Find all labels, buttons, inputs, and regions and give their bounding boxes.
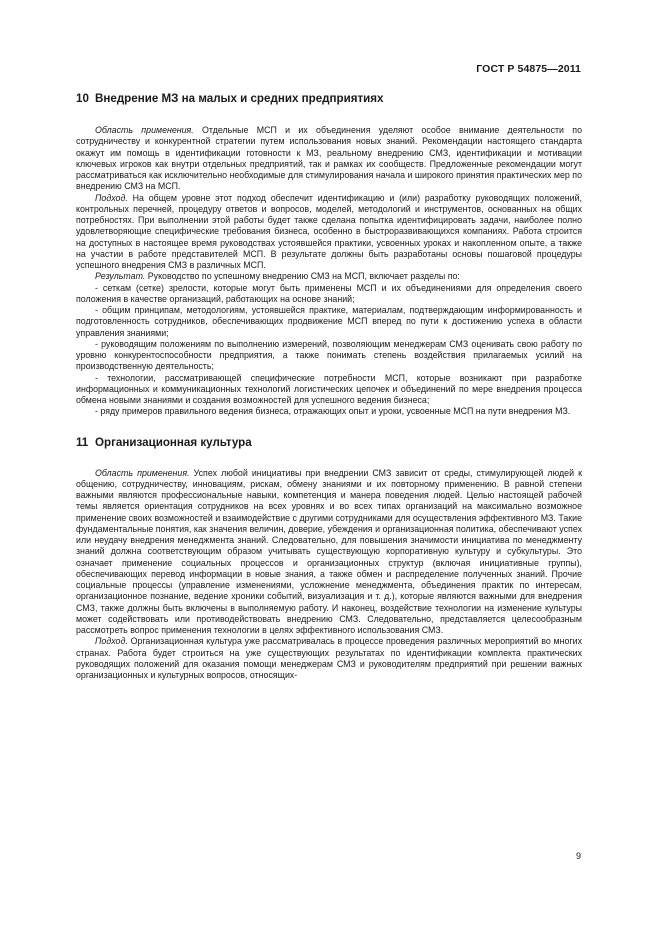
paragraph-text: - ряду примеров правильного ведения бизнеса, отражающих опыт и уроки, усвоенные МСП на пути внедрения МЗ. — [95, 406, 571, 417]
section-11-body — [76, 468, 582, 682]
section-10 — [76, 92, 582, 418]
paragraph-lead: Результат. — [95, 271, 146, 282]
section-10-heading — [76, 92, 582, 106]
paragraph — [76, 406, 582, 417]
paragraph-lead: Область применения. — [95, 125, 194, 135]
section-11-number: 11 — [76, 435, 89, 449]
paragraph-text: - руководящим положениям по выполнению измерений, позволяющим менеджерам СМЗ оценивать свою работу по уровню конкурентоспособности предприятия, а также понимать степень воздействия прилагаемых усилий на производственную деятельность; — [76, 338, 582, 372]
section-10-title: Внедрение МЗ на малых и средних предприятиях — [95, 92, 384, 105]
section-11-heading — [76, 436, 582, 450]
paragraph-text: Успех любой инициативы при внедрении СМЗ зависит от среды, стимулирующей людей к общению, сотрудничеству, инновациям, рискам, обмену знаниями и их повторному применению. В равной степени важными являются профессиональные навыки, компетенция и манера поведения людей. Целью настоящей рабочей темы является ориентация сотрудников на всех уровнях и во всех типах организаций на максимально возможное применение своих возможностей и взаимодействие с другими сотрудниками для осуществления эффективного МЗ. Такие фундаментальные понятия, как значения величин, доверие, убеждения и организационная политика, обеспечивают успех или неудачу внедрения менеджмента знаний. Следовательно, для повышения значимости инициатива по менеджменту знаний должна соответствующим образом учитывать существующую корпоративную культуру и субкультуры. Это означает применение социальных процессов и организационных структур (включая инициативные группы), обеспечивающих перевод информации в новые знания, а также обмен и распределение полученных знаний. Прочие социальные процессы (управление изменениями, усложнение менеджмента, объединения практик по интересам, организационное познание, ведение хроники событий, визуализация и т. д.), которые являются важными для внедрения СМЗ, также должны быть включены в выполняемую работу. И наконец, воздействие технологии на изменение культуры может содействовать или противодействовать внедрению СМЗ. Следовательно, представляется целесообразным рассмотреть вопрос применения технологии в целях эффективного использования СМЗ. — [76, 467, 582, 635]
paragraph-text: - технологии, рассматривающей специфические потребности МСП, которые возникают при разработке информационных и коммуникационных технологий логистических цепочек и объединений по мере внедрения процесса обмена новыми знаниями и создания возможностей для успешного ведения бизнеса; — [76, 372, 582, 405]
standard-header: ГОСТ Р 54875—2011 — [476, 63, 581, 75]
section-11-title: Организационная культура — [95, 435, 252, 449]
paragraph — [76, 125, 582, 193]
section-10-body — [76, 125, 582, 418]
paragraph-text: На общем уровне этот подход обеспечит идентификацию и (или) разработку руководящих положений, контрольных перечней, процедуру ответов и вопросов, моделей, методологий и инструментов, основанных на общих потребностях. При выполнении этой работы будет также сделана попытка идентифицировать задачи, наиболее полно удовлетворяющие специфические требования бизнеса, особенно в быстроразвивающихся компаниях. Работа строится на доступных в настоящее время руководствах устоявшейся практики, усвоенных уроках и накопленном опыте, а также на участии в работе представителей МСП. В результате должны быть разработаны основы пошаговой процедуры успешного внедрения СМЗ в различных МСП. — [76, 192, 582, 270]
paragraph-text: Руководство по успешному внедрению СМЗ на МСП, включает разделы по: — [145, 271, 460, 282]
paragraph — [76, 636, 582, 681]
paragraph-text: - общим принципам, методологиям, устоявшейся практике, материалам, подтверждающим информированность и подготовленность сотрудников, обеспечивающих продвижение МСП вперед по пути к достижению успеха в области управления знаниями; — [76, 305, 582, 338]
paragraph — [76, 271, 582, 282]
paragraph — [76, 305, 582, 339]
paragraph-text: - сеткам (сетке) зрелости, которые могут быть применены МСП и их объединениями для определения своего положения в качестве организаций, работающих на основе знаний; — [76, 282, 582, 304]
page-content — [76, 92, 582, 681]
section-10-number: 10 — [76, 92, 89, 105]
paragraph-lead: Область применения. — [95, 467, 190, 478]
paragraph-lead: Подход. — [95, 636, 128, 647]
paragraph — [76, 468, 582, 637]
section-11 — [76, 436, 582, 682]
paragraph — [76, 283, 582, 306]
paragraph — [76, 339, 582, 373]
paragraph-text: Организационная культура уже рассматривалась в процессе проведения различных мероприятий во многих странах. Работа будет строиться на уже существующих результатах по идентификации комплекта практических руководящих положений для оказания помощи менеджерам СМЗ и руководителям предприятий при решении важных организационных и культурных вопросов, относящих- — [76, 636, 582, 680]
paragraph-lead: Подход. — [95, 192, 128, 203]
page-number: 9 — [575, 851, 581, 861]
paragraph-text: Отдельные МСП и их объединения уделяют особое внимание деятельности по сотрудничеству и конкурентной стратегии путем использования новых знаний. Рекомендации настоящего стандарта окажут им помощь в идентификации готовности к МЗ, реальному внедрению СМЗ, идентификации и мотивации ключевых игроков как внутри отдельных предприятий, так и рамках их сообществ. Предложенные рекомендации могут рассматриваться как исключительно необходимые для стимулирования начала и широкого принятия практических мер по внедрению СМЗ на МСП. — [76, 125, 582, 192]
paragraph — [76, 193, 582, 272]
paragraph — [76, 373, 582, 407]
